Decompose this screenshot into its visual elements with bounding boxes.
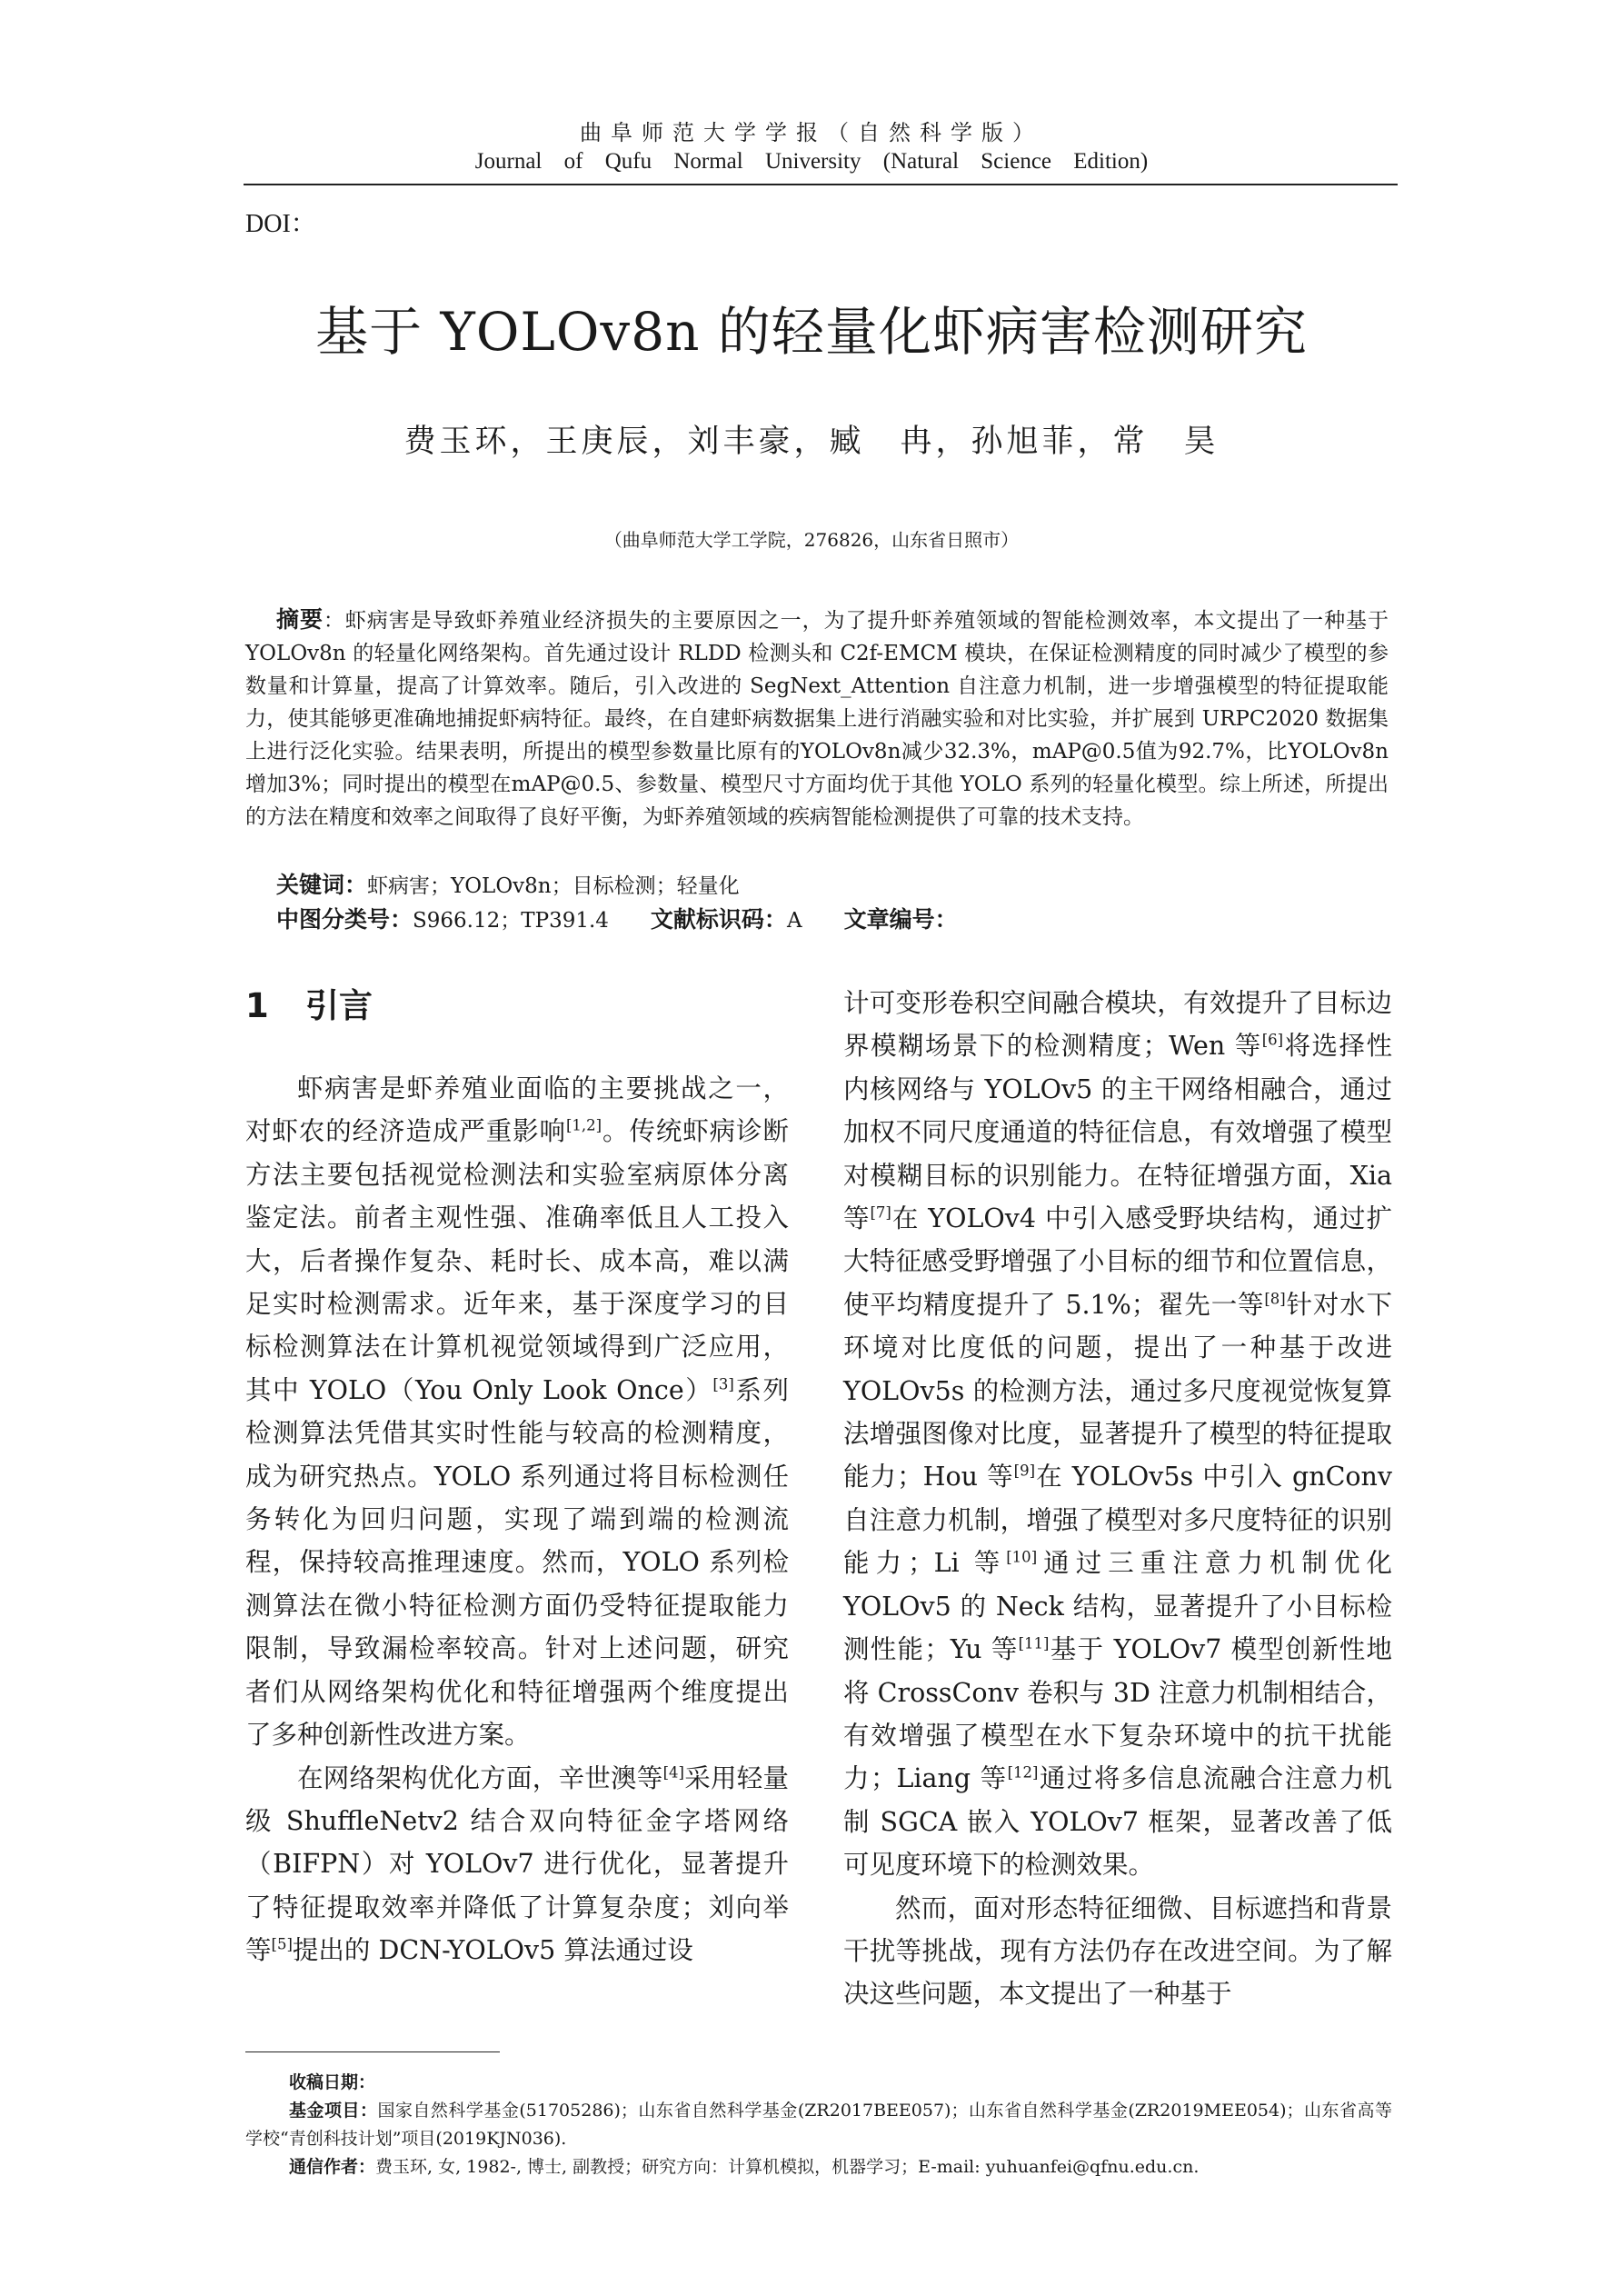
footnote-received: 收稿日期： bbox=[289, 2072, 376, 2092]
paper-title: 基于 YOLOv8n 的轻量化虾病害检测研究 bbox=[315, 301, 1308, 363]
affiliation: （曲阜师范大学工学院，276826，山东省日照市） bbox=[603, 529, 1020, 551]
doi-label: DOI： bbox=[245, 210, 316, 238]
keywords-text: 虾病害；YOLOv8n；目标检测；轻量化 bbox=[367, 874, 740, 898]
citation: [7] bbox=[870, 1203, 891, 1222]
citation: [1,2] bbox=[565, 1116, 602, 1134]
paragraph: 在网络架构优化方面，辛世澳等[4]采用轻量级 ShuffleNetv2 结合双向特征金字塔网络（BIFPN）对 YOLOv7 进行优化，显著提升了特征提取效率并降低了计算复杂度；刘向举等[5]提出的 DCN-YOLOv5 算法通过设 bbox=[245, 1762, 789, 1966]
doc-code-value: A bbox=[786, 909, 802, 933]
doc-code-label: 文献标识码： bbox=[650, 906, 787, 933]
citation: [8] bbox=[1264, 1290, 1286, 1308]
citation: [3] bbox=[712, 1375, 734, 1393]
header-divider bbox=[244, 184, 1398, 185]
abstract bbox=[245, 604, 1389, 834]
article-number-label: 文章编号： bbox=[843, 906, 958, 933]
clc-label: 中图分类号： bbox=[276, 906, 413, 933]
citation: [5] bbox=[271, 1935, 293, 1953]
journal-name-chinese: 曲阜师范大学学报（自然科学版） bbox=[580, 120, 1043, 145]
classification-line bbox=[276, 903, 958, 937]
body-column-left bbox=[245, 1067, 789, 1972]
keywords-label: 关键词： bbox=[276, 872, 368, 898]
abstract-label: 摘要 bbox=[276, 606, 324, 633]
section-heading bbox=[245, 978, 373, 1027]
citation: [10] bbox=[1006, 1548, 1038, 1566]
paragraph: 虾病害是虾养殖业面临的主要挑战之一，对虾农的经济造成严重影响[1,2]。传统虾病诊断方法主要包括视觉检测法和实验室病原体分离鉴定法。前者主观性强、准确率低且人工投入大，后者操作复杂、耗时长、成本高，难以满足实时检测需求。近年来，基于深度学习的目标检测算法在计算机视觉领域得到广泛应用，其中 YOLO（You Only Look Once）[3]系列检测算法凭借其实时性能与较高的检测精度，成为研究热点。YOLO 系列通过将目标检测任务转化为回归问题，实现了端到端的检测流程，保持较高推理速度。然而，YOLO 系列检测算法在微小特征检测方面仍受特征提取能力限制，导致漏检率较高。针对上述问题，研究者们从网络架构优化和特征增强两个维度提出了多种创新性改进方案。 bbox=[245, 1073, 789, 1751]
body-column-right bbox=[843, 982, 1392, 2016]
clc-value: S966.12；TP391.4 bbox=[413, 909, 609, 933]
footnote-corresponding-author: 通信作者：费玉环, 女, 1982-, 博士, 副教授；研究方向：计算机模拟，机器学习；E-mail: yuhuanfei@qfnu.edu.cn. bbox=[289, 2157, 1200, 2177]
keywords bbox=[276, 869, 740, 903]
citation: [4] bbox=[662, 1763, 684, 1781]
citation: [11] bbox=[1018, 1634, 1050, 1652]
citation: [6] bbox=[1261, 1031, 1284, 1049]
footnote-funding: 基金项目：国家自然科学基金(51705286)；山东省自然科学基金(ZR2017BEE057)；山东省自然科学基金(ZR2019MEE054)；山东省高等学校“青创科技计划”项目(2019KJN036). bbox=[245, 2101, 1392, 2149]
footnotes bbox=[245, 2069, 1392, 2181]
footnote-divider bbox=[245, 2051, 500, 2052]
section-title: 引言 bbox=[305, 986, 373, 1025]
citation: [12] bbox=[1007, 1763, 1039, 1782]
author-list: 费玉环，王庚辰，刘丰豪，臧 冉，孙旭菲，常 昊 bbox=[403, 424, 1220, 460]
journal-name-english: Journal of Qufu Normal University (Natural Science Edition) bbox=[474, 149, 1149, 174]
citation: [9] bbox=[1013, 1462, 1036, 1480]
paragraph: 然而，面对形态特征细微、目标遮挡和背景干扰等挑战，现有方法仍存在改进空间。为了解决这些问题，本文提出了一种基于 bbox=[843, 1892, 1392, 2010]
paragraph: 计可变形卷积空间融合模块，有效提升了目标边界模糊场景下的检测精度；Wen 等[6]将选择性内核网络与 YOLOv5 的主干网络相融合，通过加权不同尺度通道的特征信息，有效增强了模型对模糊目标的识别能力。在特征增强方面，Xia 等[7]在 YOLOv4 中引入感受野块结构，通过扩大特征感受野增强了小目标的细节和位置信息，使平均精度提升了 5.1%；翟先一等[8]针对水下环境对比度低的问题，提出了一种基于改进 YOLOv5s 的检测方法，通过多尺度视觉恢复算法增强图像对比度，显著提升了模型的特征提取能力；Hou 等[9]在 YOLOv5s 中引入 gnConv 自注意力机制，增强了模型对多尺度特征的识别能力；Li 等[10]通过三重注意力机制优化 YOLOv5 的 Neck 结构，显著提升了小目标检测性能；Yu 等[11]基于 YOLOv7 模型创新性地将 CrossConv 卷积与 3D 注意力机制相结合，有效增强了模型在水下复杂环境中的抗干扰能力；Liang 等[12]通过将多信息流融合注意力机制 SGCA 嵌入 YOLOv7 框架，显著改善了低可见度环境下的检测效果。 bbox=[843, 988, 1392, 1881]
abstract-text: ：虾病害是导致虾养殖业经济损失的主要原因之一，为了提升虾养殖领域的智能检测效率，本文提出了一种基于 YOLOv8n 的轻量化网络架构。首先通过设计 RLDD 检测头和 C2f-EMCM 模块，在保证检测精度的同时减少了模型的参数量和计算量，提高了计算效率。随后，引入改进的 SegNext_Attention 自注意力机制，进一步增强模型的特征提取能力，使其能够更准确地捕捉虾病特征。最终，在自建虾病数据集上进行消融实验和对比实验，并扩展到 URPC2020 数据集上进行泛化实验。结果表明，所提出的模型参数量比原有的YOLOv8n减少32.3%，mAP@0.5值为92.7%，比YOLOv8n增加3%；同时提出的模型在mAP@0.5、参数量、模型尺寸方面均优于其他 YOLO 系列的轻量化模型。综上所述，所提出的方法在精度和效率之间取得了良好平衡，为虾养殖领域的疾病智能检测提供了可靠的技术支持。 bbox=[245, 609, 1389, 829]
section-number: 1 bbox=[245, 986, 269, 1025]
